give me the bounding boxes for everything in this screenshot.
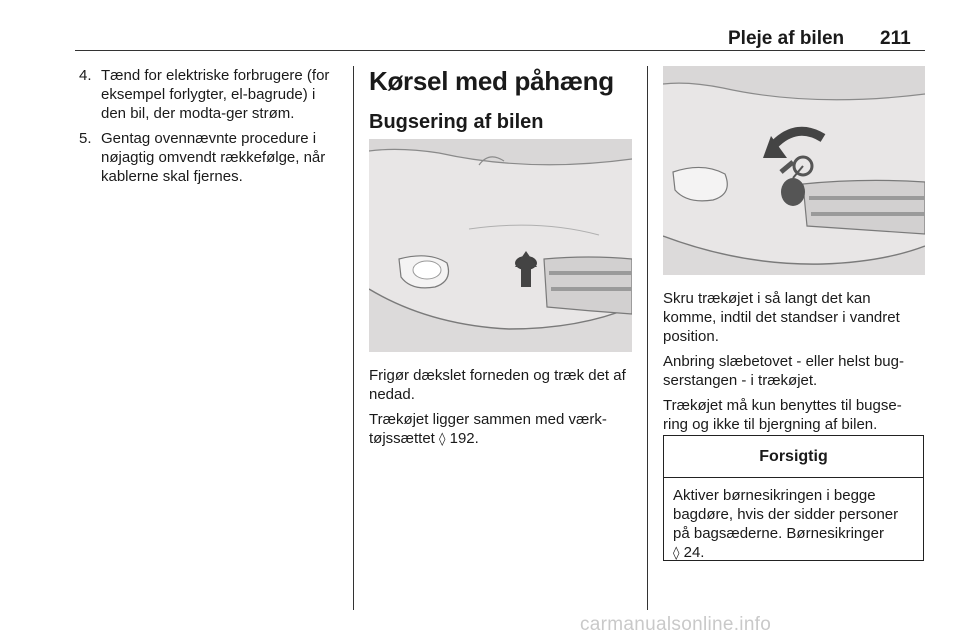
watermark: carmanualsonline.info <box>580 614 772 635</box>
caution-text <box>664 478 923 563</box>
step-text: Gentag ovennævnte procedure i nøjagtig omvendt rækkefølge, når kablerne skal fjernes. <box>101 130 326 185</box>
column-2-text <box>369 366 633 455</box>
column-divider-right <box>647 66 648 610</box>
caution-box <box>663 435 924 561</box>
paragraph: Skru trækøjet i så langt det kan komme, indtil det standser i vandret position. <box>663 290 900 345</box>
step-number: 5. <box>79 130 92 147</box>
step-list <box>79 66 341 186</box>
column-1 <box>79 66 341 192</box>
column-3-text <box>663 289 925 440</box>
paragraph-text: Trækøjet ligger sammen med værk-tøjssættet <box>369 411 607 447</box>
page-reference-link[interactable]: 192. <box>449 430 479 447</box>
page-number: 211 <box>880 28 911 49</box>
column-divider-left <box>353 66 354 610</box>
paragraph <box>369 410 633 449</box>
paragraph: Trækøjet må kun benyttes til bugse-ring og ikke til bjergning af bilen. <box>663 397 902 433</box>
tow-eye-illustration <box>663 66 925 275</box>
header-rule <box>75 50 925 51</box>
section-subheading: Bugsering af bilen <box>369 111 544 133</box>
page-reference-link[interactable]: 24. <box>683 544 705 561</box>
section-heading: Kørsel med påhæng <box>369 66 614 96</box>
page-reference-arrow-icon: ◊ <box>673 546 680 561</box>
column-2 <box>369 66 633 134</box>
paragraph: Anbring slæbetovet - eller helst bug-serstangen - i trækøjet. <box>663 353 904 389</box>
step-item <box>79 129 341 186</box>
paragraph: Frigør dækslet forneden og træk det af nedad. <box>369 367 626 403</box>
caution-body-text: Aktiver børnesikringen i begge bagdøre, hvis der sidder personer på bagsæderne. Børnesikringer <box>673 487 899 542</box>
step-item <box>79 66 341 123</box>
page-header-title: Pleje af bilen <box>728 28 845 49</box>
step-text: Tænd for elektriske forbrugere (for eksempel forlygter, el-bagrude) i den bil, der modta-ger strøm. <box>101 67 330 122</box>
page-reference-arrow-icon: ◊ <box>439 432 446 447</box>
caution-title: Forsigtig <box>664 436 923 478</box>
step-number: 4. <box>79 67 92 84</box>
bumper-cover-illustration <box>369 139 632 352</box>
